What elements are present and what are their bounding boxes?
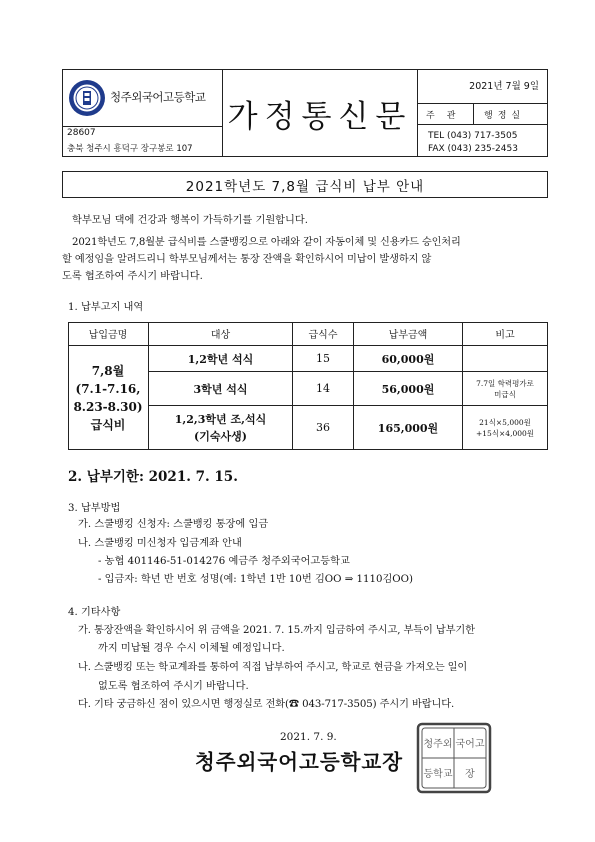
row1-count: 15	[316, 352, 330, 365]
section-3-depositor: - 입금자: 학년 반 번호 성명(예: 1학년 1반 10번 김OO ⇒ 1110김OO)	[98, 574, 413, 585]
intro-line-2: 2021학년도 7,8월분 급식비를 스쿨뱅킹으로 아래와 같이 자동이체 및 신용카드 승인처리	[72, 237, 461, 248]
section-3-item-b: 나. 스쿨뱅킹 미신청자 입금계좌 안내	[78, 538, 242, 549]
row3-target-line: 1,2,3학년 조,석식	[174, 412, 267, 426]
document-title: 가정통신문	[227, 98, 413, 135]
section-3-item-a: 가. 스쿨뱅킹 신청자: 스쿨뱅킹 통장에 입금	[78, 519, 269, 530]
row3-count: 36	[316, 421, 330, 434]
official-seal-icon	[416, 722, 492, 794]
row3-note-line: +15식×4,000원	[475, 428, 535, 438]
fax: FAX (043) 235-2453	[428, 144, 518, 154]
item-name-line: (7.1-7.16,	[75, 381, 141, 396]
header-amount: 납부금액	[388, 330, 428, 341]
item-name-line: 급식비	[90, 417, 126, 432]
section-3-title: 3. 납부방법	[68, 503, 121, 514]
row1-target: 1,2학년 석식	[187, 352, 254, 366]
header-title-box	[222, 69, 418, 157]
item-name-line: 7,8월	[91, 363, 125, 378]
item-name-line: 8.23-8.30)	[73, 399, 143, 414]
section-4-item-b-line1: 나. 스쿨뱅킹 또는 학교계좌를 통하여 직접 납부하여 주시고, 학교로 현금을 가져오는 일이	[78, 662, 468, 673]
charge-row	[418, 104, 547, 125]
school-address: 충북 청주시 흥덕구 장구봉로 107	[67, 144, 193, 154]
row3-target-line: (기숙사생)	[194, 429, 247, 443]
header-school-box	[62, 69, 223, 157]
row1-note	[463, 346, 547, 371]
row2-note	[463, 372, 547, 405]
school-name: 청주외국어고등학교	[110, 90, 206, 104]
telephone: TEL (043) 717-3505	[428, 131, 518, 141]
section-4-title: 4. 기타사항	[68, 607, 121, 618]
row3-amount: 165,000원	[377, 421, 439, 435]
row2-note-line: 미급식	[494, 389, 516, 399]
seal-text: 장	[465, 769, 475, 780]
fee-table	[68, 322, 548, 450]
charge-divider	[473, 104, 474, 124]
row2-target: 3학년 석식	[193, 382, 248, 396]
intro-line-3: 할 예정임을 알려드리니 학부모님께서는 통장 잔액을 확인하시어 미납이 발생하지 않	[62, 254, 432, 265]
seal-text: 국어고	[455, 739, 485, 750]
principal-signature: 청주외국어고등학교장	[195, 750, 404, 774]
charge-label: 주관	[426, 111, 468, 121]
section-4-item-a-line2: 까지 미납될 경우 수시 이체될 예정입니다.	[98, 643, 285, 654]
item-name-cell	[68, 346, 148, 449]
row2-count: 14	[316, 382, 330, 395]
row3-target	[149, 406, 292, 449]
charge-department: 행정실	[484, 111, 526, 121]
intro-line-4: 도록 협조하여 주시기 바랍니다.	[62, 271, 203, 282]
subject-title: 2021학년도 7,8월 급식비 납부 안내	[62, 171, 548, 198]
header-note: 비고	[495, 330, 515, 341]
row2-note-line: 7.7일 학력평가로	[476, 378, 534, 388]
closing-date: 2021. 7. 9.	[280, 731, 337, 743]
school-logo-row	[63, 70, 222, 127]
postcode: 28607	[67, 128, 96, 138]
seal-text: 등학교	[423, 769, 453, 780]
section-2-deadline: 2. 납부기한: 2021. 7. 15.	[68, 469, 238, 485]
header-item-name: 납입금명	[88, 330, 128, 341]
row2-amount: 56,000원	[381, 382, 435, 396]
row1-amount: 60,000원	[381, 352, 435, 366]
section-4-item-a-line1: 가. 통장잔액을 확인하시어 위 금액을 2021. 7. 15.까지 입금하여 주시고, 부득이 납부기한	[78, 625, 475, 636]
header-target: 대상	[210, 330, 231, 341]
school-emblem-icon	[68, 79, 106, 117]
seal-text: 청주외	[423, 739, 453, 750]
header-info-box	[417, 69, 548, 157]
header-count: 급식수	[308, 330, 338, 341]
issue-date: 2021년 7월 9일	[418, 70, 547, 104]
intro-line-1: 학부모님 댁에 건강과 행복이 가득하기를 기원합니다.	[72, 215, 308, 226]
row3-note-line: 21식×5,000원	[479, 417, 531, 427]
section-3-account: - 농협 401146-51-014276 예금주 청주외국어고등학교	[98, 556, 350, 567]
section-4-item-b-line2: 없도록 협조하여 주시기 바랍니다.	[98, 681, 249, 692]
section-4-item-c: 다. 기타 궁금하신 점이 있으시면 행정실로 전화(☎ 043-717-3505) 주시기 바랍니다.	[78, 699, 455, 710]
row3-note	[463, 406, 547, 449]
section-1-title: 1. 납부고지 내역	[68, 302, 144, 313]
